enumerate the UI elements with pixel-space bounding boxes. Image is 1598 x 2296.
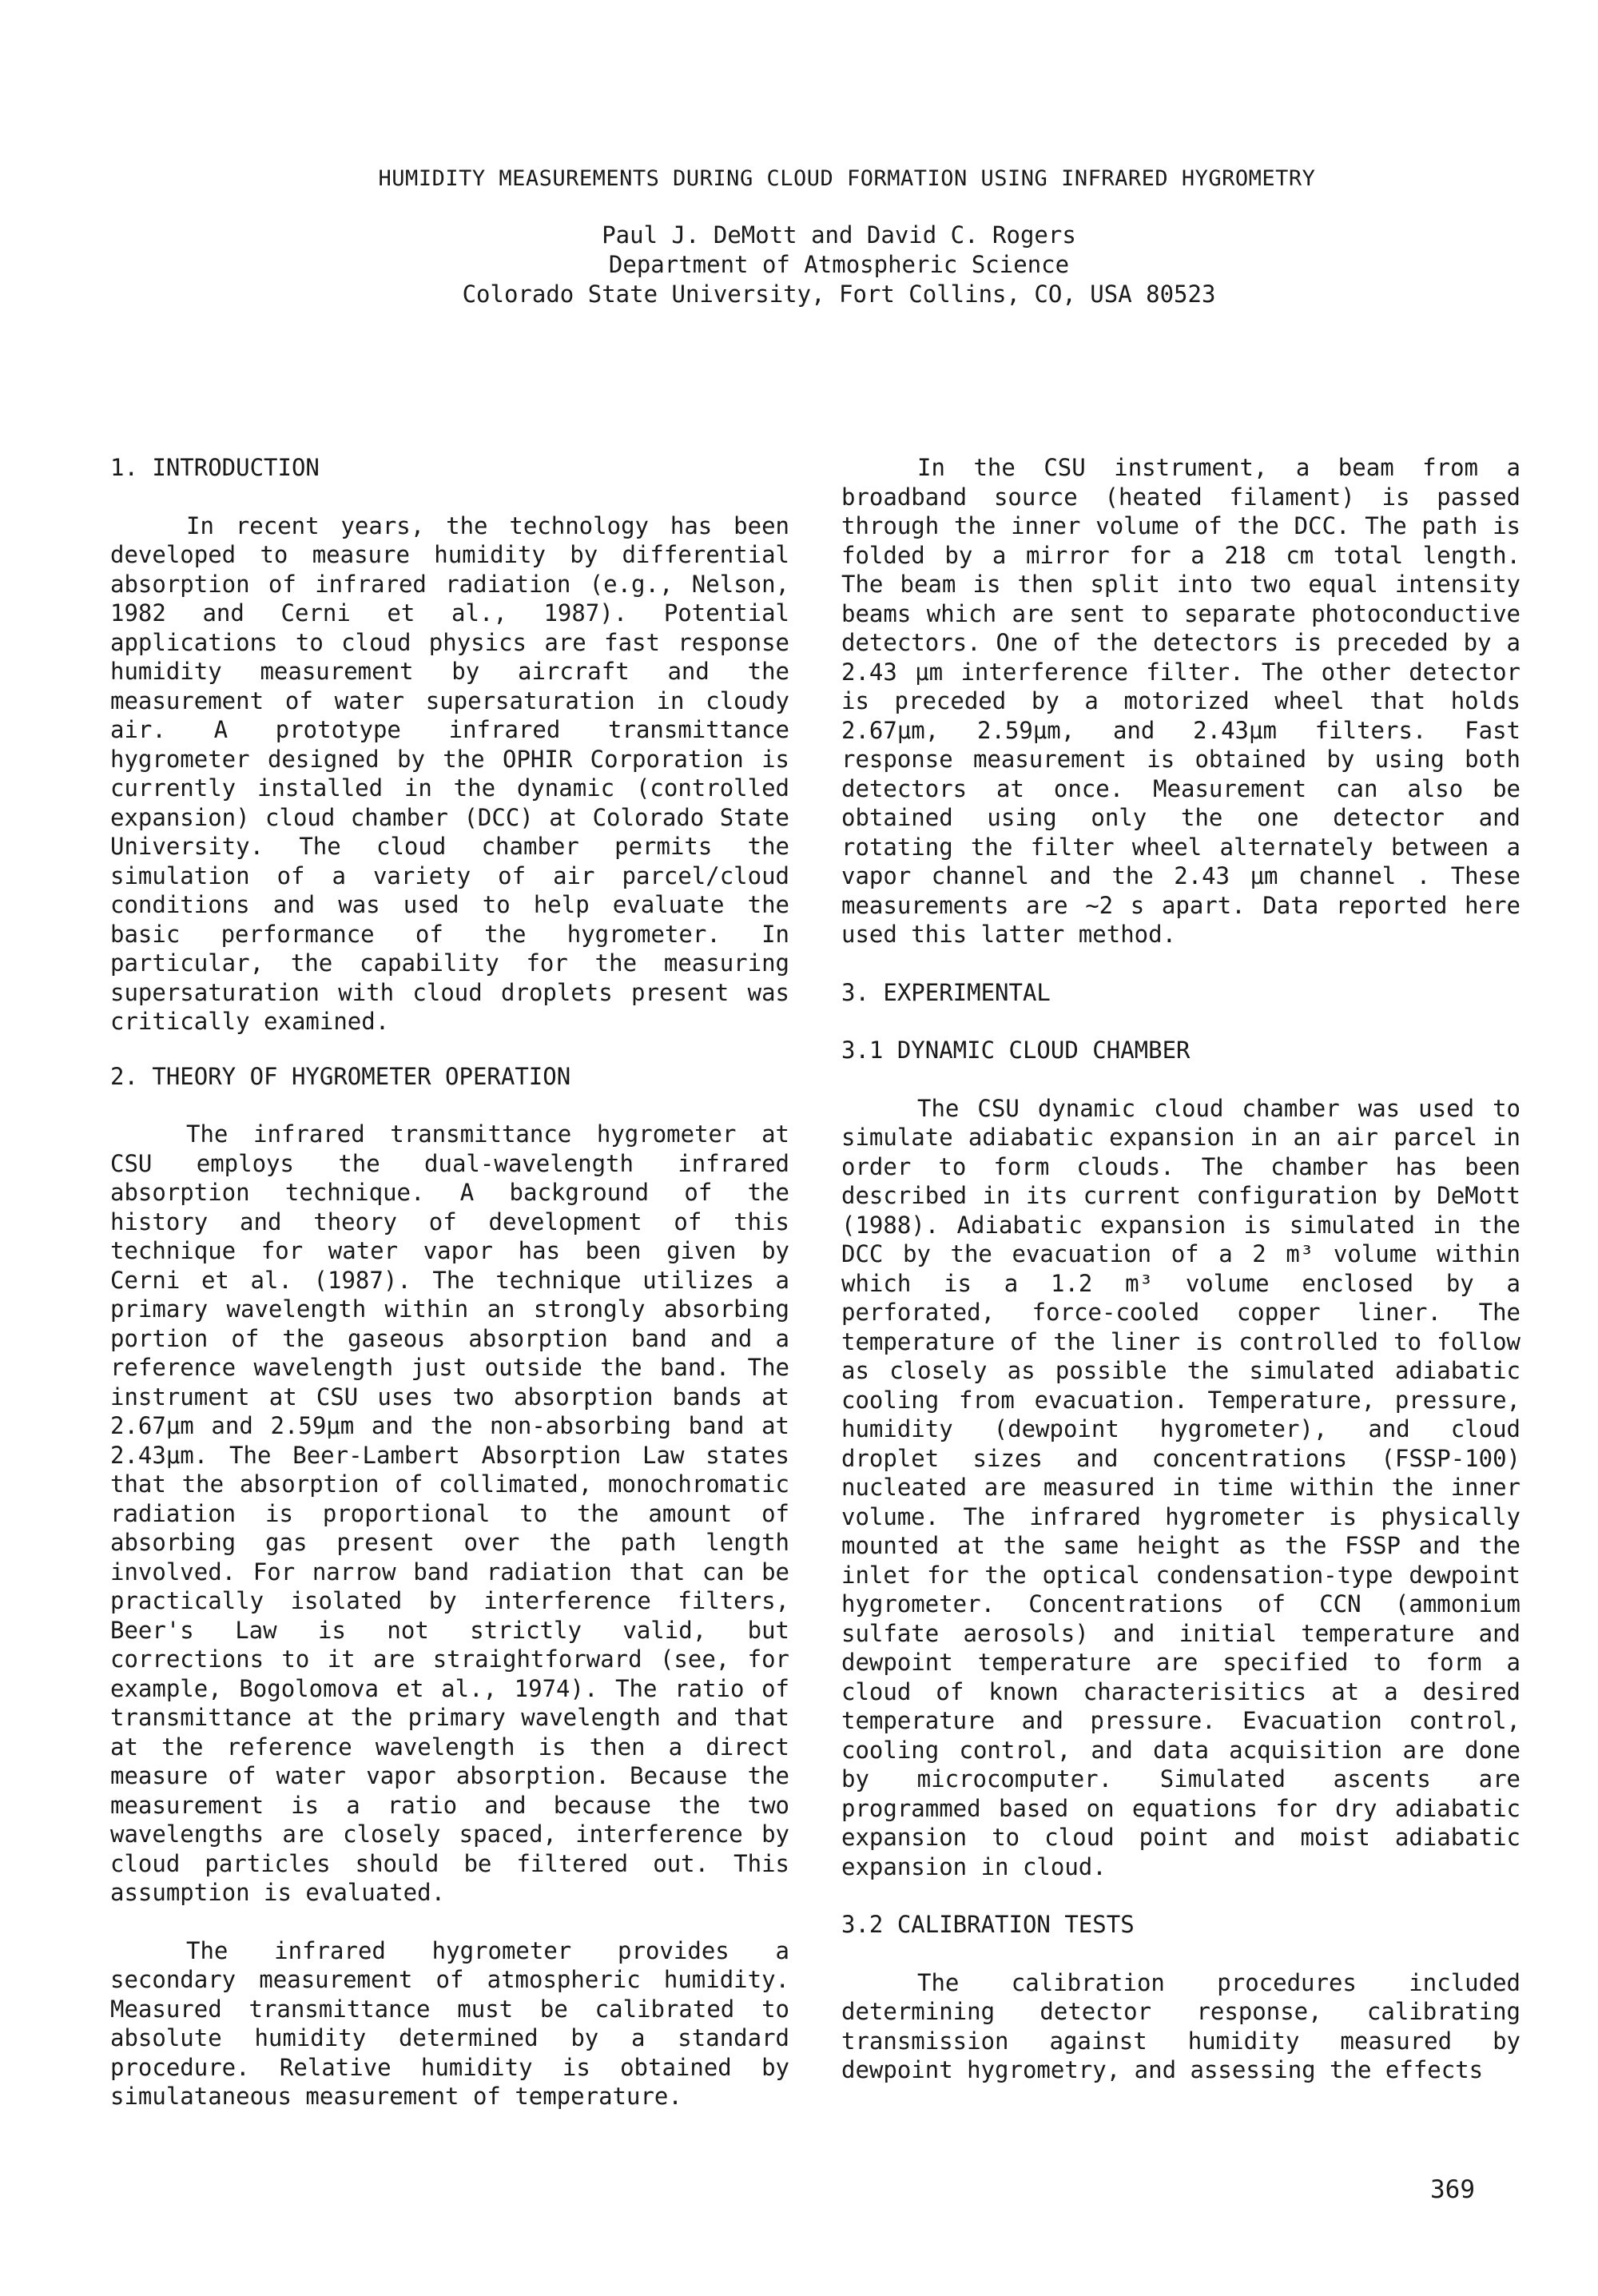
dcc-paragraph: The CSU dynamic cloud chamber was used to simulate adiabatic expansion in an air parcel in order to form clouds. The chamber has been described in its current configuration by DeMott (1988). Adiabatic expansion is simulated in the DCC by the evacuation of a 2 m³ volume within which is a 1.2 m³ volume enclosed by a perforated, force-cooled copper liner. The temperature of the liner is controlled to follow as closely as possible the simulated adiabatic cooling from evacuation. Temperature, pressure, humidity (dewpoint hygrometer), and cloud droplet sizes and concentrations (FSSP-100) nucleated are measured in time within the inner volume. The infrared hygrometer is physically mounted at the same height as the FSSP and the inlet for the optical condensation-type dewpoint hygrometer. Concentrations of CCN (ammonium sulfate aerosols) and initial temperature and dewpoint temperature are specified to form a cloud of known characterisitics at a desired temperature and pressure. Evacuation control, cooling control, and data acquisition are done by microcomputer. Simulated ascents are programmed based on equations for dry adiabatic expansion to cloud point and moist adiabatic expansion in cloud.: [841, 1094, 1520, 1880]
subsection-heading-dcc: 3.1 DYNAMIC CLOUD CHAMBER: [841, 1037, 1191, 1064]
section-heading-theory: 2. THEORY OF HYGROMETER OPERATION: [110, 1062, 571, 1090]
paper-title: HUMIDITY MEASUREMENTS DURING CLOUD FORMATION USING INFRARED HYGROMETRY: [378, 166, 1316, 191]
author-block: [0, 221, 1598, 309]
right-column: [841, 453, 1520, 2085]
theory-paragraph-1: The infrared transmittance hygrometer at CSU employs the dual-wavelength infrared absorption technique. A background of the history and theory of development of this technique for water vapor has been given by Cerni et al. (1987). The technique utilizes a primary wavelength within an strongly absorbing portion of the gaseous absorption band and a reference wavelength just outside the band. The instrument at CSU uses two absorption bands at 2.67μm and 2.59μm and the non-absorbing band at 2.43μm. The Beer-Lambert Absorption Law states that the absorption of collimated, monochromatic radiation is proportional to the amount of absorbing gas present over the path length involved. For narrow band radiation that can be practically isolated by interference filters, Beer's Law is not strictly valid, but corrections to it are straightforward (see, for example, Bogolomova et al., 1974). The ratio of transmittance at the primary wavelength and that at the reference wavelength is then a direct measure of water vapor absorption. Because the measurement is a ratio and because the two wavelengths are closely spaced, interference by cloud particles should be filtered out. This assumption is evaluated.: [110, 1120, 789, 1906]
introduction-paragraph: In recent years, the technology has been developed to measure humidity by differential absorption of infrared radiation (e.g., Nelson, 1982 and Cerni et al., 1987). Potential applications to cloud physics are fast response humidity measurement by aircraft and the measurement of water supersaturation in cloudy air. A prototype infrared transmittance hygrometer designed by the OPHIR Corporation is currently installed in the dynamic (controlled expansion) cloud chamber (DCC) at Colorado State University. The cloud chamber permits the simulation of a variety of air parcel/cloud conditions and was used to help evaluate the basic performance of the hygrometer. In particular, the capability for the measuring supersaturation with cloud droplets present was critically examined.: [110, 511, 789, 1035]
left-column: [110, 453, 789, 2111]
theory-paragraph-3: In the CSU instrument, a beam from a broadband source (heated filament) is passed through the inner volume of the DCC. The path is folded by a mirror for a 218 cm total length. The beam is then split into two equal intensity beams which are sent to separate photoconductive detectors. One of the detectors is preceded by a 2.43 μm interference filter. The other detector is preceded by a motorized wheel that holds 2.67μm, 2.59μm, and 2.43μm filters. Fast response measurement is obtained by using both detectors at once. Measurement can also be obtained using only the one detector and rotating the filter wheel alternately between a vapor channel and the 2.43 μm channel . These measurements are ~2 s apart. Data reported here used this latter method.: [841, 454, 1520, 948]
theory-paragraph-2: The infrared hygrometer provides a secondary measurement of atmospheric humidity. Measured transmittance must be calibrated to absolute humidity determined by a standard procedure. Relative humidity is obtained by simulataneous measurement of temperature.: [110, 1936, 789, 2110]
calibration-paragraph: The calibration procedures included determining detector response, calibrating transmission against humidity measured by dewpoint hygrometry, and assessing the effects: [841, 1968, 1520, 2083]
author-affiliation: Colorado State University, Fort Collins, CO, USA 80523: [462, 281, 1216, 308]
subsection-heading-calibration: 3.2 CALIBRATION TESTS: [841, 1911, 1135, 1938]
author-names: Paul J. DeMott and David C. Rogers: [602, 221, 1076, 249]
page-number: 369: [1430, 2175, 1475, 2204]
section-heading-experimental: 3. EXPERIMENTAL: [841, 978, 1051, 1006]
author-department: Department of Atmospheric Science: [608, 251, 1070, 278]
section-heading-introduction: 1. INTRODUCTION: [110, 454, 320, 481]
